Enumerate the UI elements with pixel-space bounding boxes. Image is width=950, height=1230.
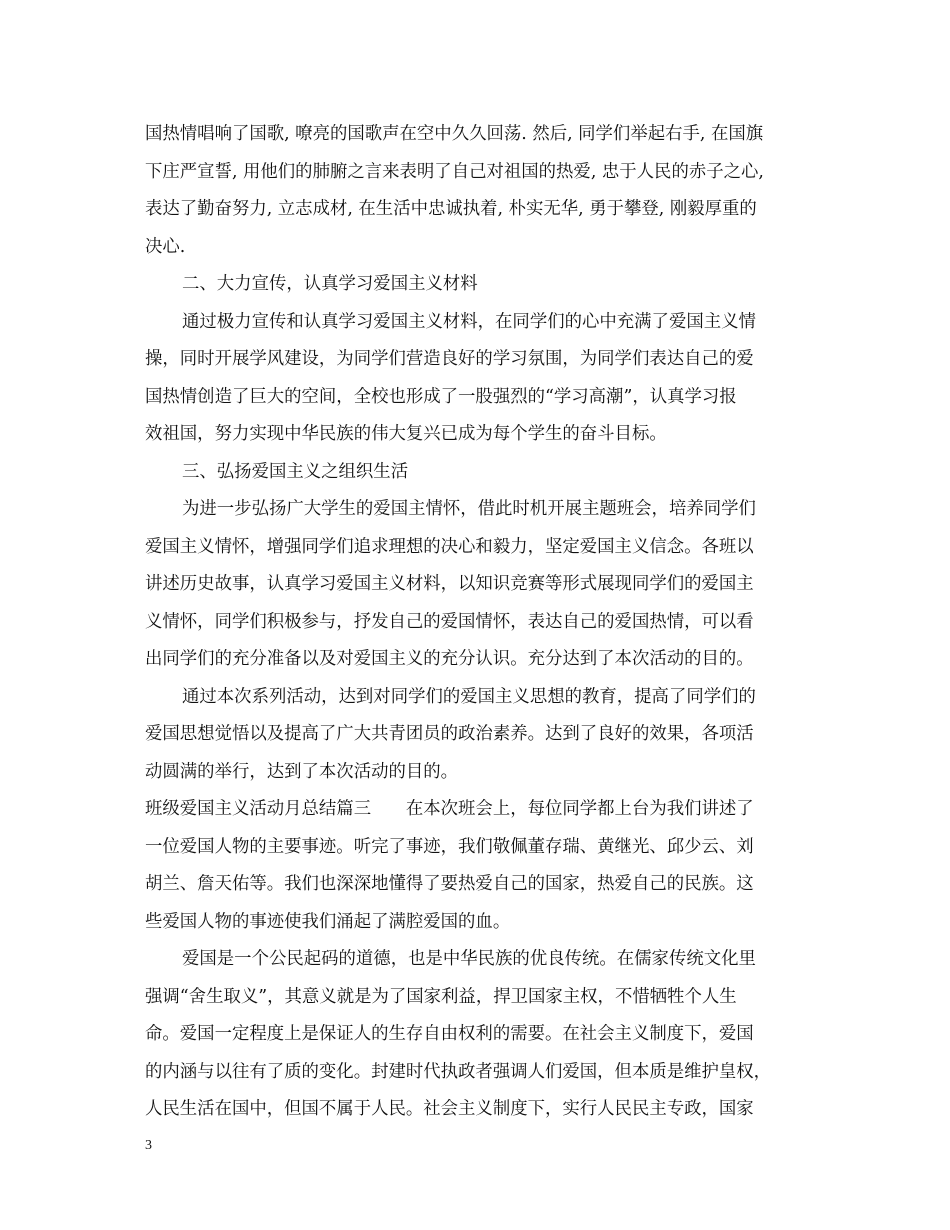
text-line: 动圆满的举行，达到了本次活动的目的。 (145, 761, 459, 782)
text-line: 命。爱国一定程度上是保证人的生存自由权利的需要。在社会主义制度下，爱国 (145, 1024, 754, 1044)
text-line: 为进一步弘扬广大学生的爱国主情怀，借此时机开展主题班会，培养同学们 (182, 499, 756, 519)
text-line: 国热情创造了巨大的空间，全校也形成了一股强烈的“学习高潮”，认真学习报 (145, 386, 737, 407)
section-heading: 二、大力宣传，认真学习爱国主义材料 (182, 274, 478, 294)
text-line: 义情怀，同学们积极参与，抒发自己的爱国情怀，表达自己的爱国热情，可以看 (145, 611, 754, 632)
text-line: 通过极力宣传和认真学习爱国主义材料，在同学们的心中充满了爱国主义情 (182, 311, 756, 332)
text-line: 人民生活在国中，但国不属于人民。社会主义制度下，实行人民民主专政，国家 (145, 1099, 754, 1119)
text-line: 通过本次系列活动，达到对同学们的爱国主义思想的教育，提高了同学们的 (182, 686, 756, 707)
text-line: 下庄严宣誓, 用他们的肺腑之言来表明了自己对祖国的热爱, 忠于人民的赤子之心, (145, 161, 764, 182)
text-line: 表达了勤奋努力, 立志成材, 在生活中忠诚执着, 朴实无华, 勇于攀登, 刚毅厚重的 (145, 199, 757, 219)
text-line: 胡兰、詹天佑等。我们也深深地懂得了要热爱自己的国家，热爱自己的民族。这 (145, 874, 754, 894)
text-line: 些爱国人物的事迹使我们涌起了满腔爱国的血。 (145, 911, 511, 932)
text-line: 决心. (145, 236, 186, 257)
text-line: 出同学们的充分准备以及对爱国主义的充分认识。充分达到了本次活动的目的。 (145, 649, 754, 669)
page-number: 3 (145, 1138, 152, 1153)
text-line: 国热情唱响了国歌, 嘹亮的国歌声在空中久久回荡. 然后, 同学们举起右手, 在国旗 (145, 124, 764, 144)
text-line: 的内涵与以往有了质的变化。封建时代执政者强调人们爱国，但本质是维护皇权， (145, 1061, 772, 1082)
text-line: 爱国主义情怀，增强同学们追求理想的决心和毅力，坚定爱国主义信念。各班以 (145, 536, 754, 557)
text-line: 爱国是一个公民起码的道德，也是中华民族的优良传统。在儒家传统文化里 (182, 949, 756, 969)
text-line: 操，同时开展学风建设，为同学们营造良好的学习氛围，为同学们表达自己的爱 (145, 349, 754, 369)
text-line: 强调“舍生取义”，其意义就是为了国家利益，捍卫国家主权，不惜牺牲个人生 (145, 986, 737, 1007)
text-line: 爱国思想觉悟以及提高了广大共青团员的政治素养。达到了良好的效果，各项活 (145, 724, 754, 744)
text-line: 讲述历史故事，认真学习爱国主义材料，以知识竞赛等形式展现同学们的爱国主 (145, 574, 754, 594)
text-line: 班级爱国主义活动月总结篇三 在本次班会上，每位同学都上台为我们讲述了 (145, 799, 754, 819)
document-body (145, 116, 810, 1129)
text-line: 一位爱国人物的主要事迹。听完了事迹，我们敬佩董存瑞、黄继光、邱少云、刘 (145, 836, 754, 857)
text-line: 效祖国，努力实现中华民族的伟大复兴已成为每个学生的奋斗目标。 (145, 424, 667, 444)
section-heading: 三、弘扬爱国主义之组织生活 (182, 461, 409, 482)
